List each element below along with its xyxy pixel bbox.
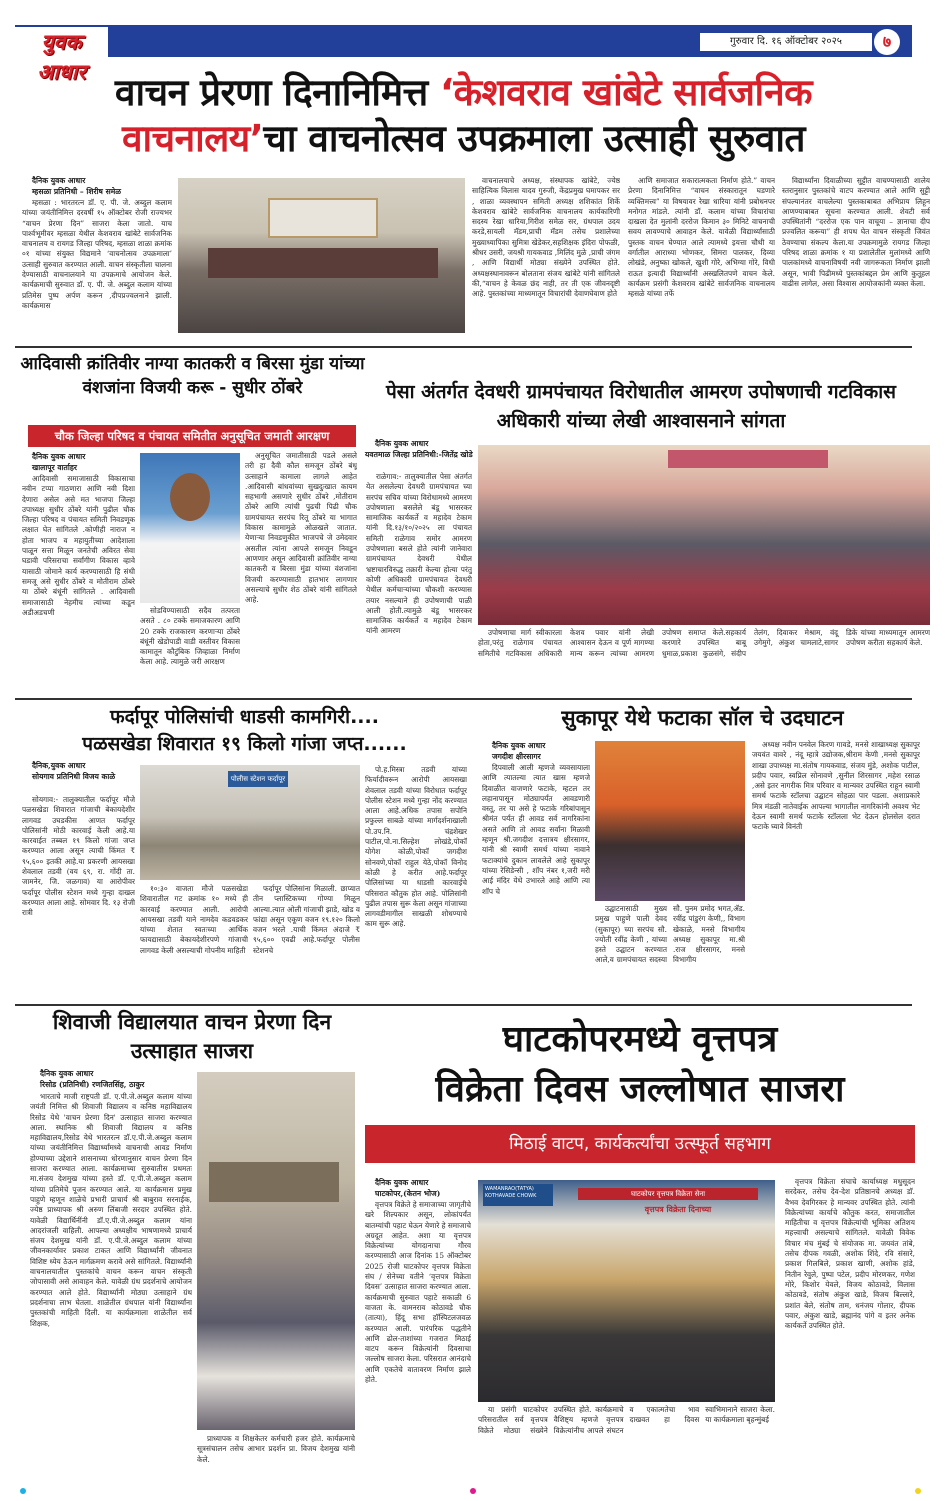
- photo-portraits: [209, 1162, 339, 1202]
- ghatkopar-col-2: या प्रसंगी घाटकोपर परिसरातील सर्व वृत्तपत्र विक्रेते मोठ्या संख्येने उपस्थित होते. कार्यक्रमाचे वैशिष्ट्य म्हणजे वृत्तपत्र विक्रेत्यांनीच आपले संघटन व एकात्मतेचा भाव दाखवत हा दिवस स्वाभिमानाने साजरा केला. या कार्यक्रमाला बृहन्मुंबई: [478, 1405, 775, 1435]
- byline-paper: दैनिक युवक आधार: [492, 741, 546, 750]
- photo-banner-subtitle: वृत्तपत्र विक्रेता दिनाच्या: [644, 1205, 712, 1214]
- photo-banner-title: घाटकोपर वृत्तपत्र विक्रेता सेना: [578, 1188, 758, 1200]
- section-divider: [15, 1004, 912, 1006]
- fardapur-col-3: फर्दापूर पोलिसांना मिळाली. छाप्यात तीन प्लास्टिकच्या गोण्या मिळून आल्या.त्यात ओली गांजाची झाडे, खोड व फांद्या असून एकूण वजन १९.१२० किलो वजन भरले .याची किंमत अंदाजे ₹ ९५,६०० एवढी आहे.फर्दापूर पोलीस स्टेशनचे: [253, 884, 360, 955]
- shivaji-col-2: प्राध्यापक व शिक्षकेतर कर्मचारी हजर होते. कार्यक्रमाचे सूत्रसंचालन तसेच आभार प्रदर्शन प्रा. विजय देशमुख यांनी केले.: [197, 1434, 355, 1464]
- pesa-col-2: उपोषणाचा मार्ग स्वीकारला होता,परंतु राळेगाव पंचायत समितीचे गटविकास अधिकारी केशव पवार यांनी लेखी आश्वासन देऊन व पूर्ण मागण्या मान्य करून त्यांच्या आमरण उपोषण समाप्त केले.सहकार्य करणारे उपस्थित बाबू धुमाळ,प्रकाश कुळसंगे, संदीप तेलंग, दिवाकर मेश्राम, वंदू उगेमुगे, अंकुश चामलाटे,सागर डिके यांच्या माध्यमातून आमरण उपोषण करीता सहकार्य केले.: [478, 628, 930, 658]
- fardapur-photo-police-seizure: [140, 765, 360, 880]
- adivasi-subhead: चौक जिल्हा परिषद व पंचायत समितीत अनुसूचित जमाती आरक्षण: [28, 425, 356, 447]
- byline-reporter: सोयगाव प्रतिनिधी विजय काळे: [32, 772, 116, 781]
- byline-reporter: रिसोड (प्रतिनिधी) रणजितसिंह, ठाकुर: [40, 1080, 145, 1089]
- photo-table: [208, 248, 438, 278]
- pesa-photo-hunger-strike: [478, 445, 930, 625]
- adivasi-byline: [22, 451, 137, 473]
- lead-photo-library-event: [178, 178, 465, 333]
- shivaji-headline: शिवाजी विद्यालयात वाचन प्रेरणा दिन उत्साहात साजरा: [52, 1010, 332, 1063]
- byline-reporter: जगदीश क्षीरसागर: [492, 752, 541, 761]
- registration-mark-yellow: [915, 1488, 921, 1494]
- lead-col-4: विद्यार्थ्यांना दिवाळीच्या सुट्टीत वाचण्यासाठी शालेय स्तरानुसार पुस्तकांचे वाटप करण्यात आले आणि सुट्टी संपल्यानंतर वाचलेल्या पुस्तकाबाबत अभिप्राय लिहून आणण्याबाबत सूचना करण्यात आली. शेवटी सर्व उपस्थितांनी “दररोज एक पान वाचूया – ज्ञानाचा दीप प्रज्वलित करूया” ही शपथ घेत वाचन संस्कृती जिवंत ठेवण्याचा संकल्प केला.या उपक्रमामुळे रायगड जिल्हा परिषद शाळा क्रमांक १ या प्रशालेतील मुलांमध्ये आणि पालकांमध्ये वाचनाविषयी नवी जागरूकता निर्माण झाली असून, भावी पिढीमध्ये पुस्तकांबद्दल प्रेम आणि कुतूहल वाढीस लागेल, असा विश्वास आयोजकांनी व्यक्त केला.: [782, 176, 930, 288]
- adivasi-photo-sudhir-thombre: [140, 453, 240, 603]
- newspaper-logo: युवक आधार: [15, 27, 108, 57]
- ghatkopar-subhead: मिठाई वाटप, कार्यकर्त्यांचा उत्स्फूर्त सहभाग: [365, 1125, 915, 1163]
- fardapur-headline: फर्दापूर पोलिसांची धाडसी कामगिरी.... पळसखेडा शिवारात १९ किलो गांजा जप्त......: [82, 706, 407, 755]
- portrait-face: [170, 473, 210, 521]
- chowk-sign: WAMANRAO(TATYA) KOTHAVADE CHOWK: [483, 1184, 553, 1206]
- sukapur-headline: सुकापूर येथे फटाका सॉल चे उदघाटन: [561, 706, 844, 730]
- byline-reporter: म्हसळा प्रतिनिधी – शिरीष समेळ: [32, 187, 122, 196]
- ghatkopar-col-1: वृत्तपत्र विक्रेते हे समाजाच्या जागृतीचे खरे शिल्पकार असून, लोकांपर्यंत बातम्यांची पहाट घेऊन येणारे हे समाजाचे अग्रदूत आहेत. अशा या वृत्तपत्र विक्रेत्यांच्या योगदानाचा गौरव करण्यासाठी आज दिनांक 15 ऑक्टोबर 2025 रोजी घाटकोपर वृत्तपत्र विक्रेता संघ / सेनेच्या वतीने ‘वृत्तपत्र विक्रेता दिवस’ उत्साहात साजरा करण्यात आला. कार्यक्रमाची सुरुवात पहाटे सकाळी 6 वाजता के. वामनराव कोठावडे चौक (तात्या), हिंदू सभा हॉस्पिटलजवळ करण्यात आली. पारंपरिक पद्धतीने आणि ढोल-ताशांच्या गजरात मिठाई वाटप करून विक्रेत्यांनी दिवसाचा जल्लोष साजरा केला. परिसरात आनंदाचे आणि एकतेचे वातावरण निर्माण झाले होते.: [365, 1200, 471, 1385]
- lead-col-1: म्हसळा : भारतरत्न डॉ. ए. पी. जे. अब्दुल कलाम यांच्या जयंतीनिमित्त दरवर्षी १५ ऑक्टोबर रोजी राज्यभर “वाचन प्रेरणा दिन” साजरा केला जातो. याच पार्श्वभूमीवर म्हसळा येथील केशवराव खांबेटे सार्वजनिक वाचनालय व रायगड जिल्हा परिषद, म्हसळा शाळा क्रमांक ०१ यांच्या संयुक्त विद्यमाने ‘वाचनोत्सव उपक्रमाला’ उत्साही सुरुवात करण्यात आली. वाचन संस्कृतीला चालना देण्यासाठी वाचनालयाने या उपक्रमाचे आयोजन केले. कार्यक्रमाची सुरुवात डॉ. ए. पी. जे. अब्दुल कलाम यांच्या प्रतिमेस पुष्प अर्पण करून ,दीपप्रज्वलनाने झाली. कार्यक्रमास: [22, 198, 172, 310]
- byline-reporter: खालापूर वार्ताहर: [32, 463, 77, 472]
- registration-mark-cyan: [20, 1488, 26, 1494]
- lead-byline: [22, 175, 172, 197]
- pesa-byline: [365, 438, 473, 460]
- fardapur-col-1: सोयगाव:- तालुक्यातील फर्दापूर मौजे पळसखेडा शिवारात गांजाची बेकायदेशीर लागवड उघडकीस आणत फर्दापूर पोलिसांनी मोठी कारवाई केली आहे.या कारवाईत तब्बल १९ किलो गांजा जप्त करण्यात आला असून त्याची किंमत ₹ ९५,६०० इतकी आहे.या प्रकरणी आयसखा शेवलाल तडवी (वय ६९, रा. गोंदी ता. जामनेर, जि. जळगाव) या आरोपीवर फर्दापूर पोलीस स्टेशन मध्ये गुन्हा दाखल करण्यात आला आहे. सोमवार दि. १३ रोजी रात्री: [22, 795, 135, 918]
- adivasi-col-1: आदिवासी समाजासाठी विकासाचा नवीन टप्पा गाठणारा आणि नवी दिशा देणारा असेल असे मत भाजपा जिल्हा उपाध्यक्ष सुधीर ठोंबरे यांनी पुढील चौक जिल्हा परिषद व पंचायत समिती निवडणूक लक्षात घेत सांगितले .कोणीही नाराज न होता भाजप व महायुतीच्या आदेशाला पाळून सत्ता मिळून जनतेची अविरत सेवा घडावी परिसराचा सर्वांगीण विकास व्हावे यासाठी जोमाने कार्य करण्यासाठी हि संधी समजू असे सुधीर ठोंबरे व मोतीराम ठोंबरे या ठोंबरे बंधूंनी सांगितले . आदिवासी समाजासाठी नेहमीच त्यांच्या कडून अडीअडचणी: [22, 474, 135, 617]
- sukapur-byline: [482, 740, 592, 762]
- sukapur-col-3: अध्यक्ष नवीन पनवेल किरण गावडे, मनसे शाखाध्यक्ष सुकापूर जयवंत वावरे , नंदू म्हात्रे उद्योजक,श्रीराम केणी ,मनसे सुकापूर शाखा उपाध्यक्ष मा.संतोष गायकवाड, संजय मुंडे, अशोक पाटील, प्रदीप पवार, स्वप्निल सोनावणे ,सुनील शिरसागर ,महेश रसाळ ,असे इतर नागरीक मित्र परिवार व मान्यवर उपस्थित राहून स्वामी समर्थ फटाके स्टॉलचा उद्घाटन सोहळा पार पडला. अशाप्रकारे मित्र मंडळी नातेवाईक आपल्या भागातील नागरिकांनी अवश्य भेट देऊन स्वामी समर्थ फटाके स्टॉलला भेट देऊन होलसेल दरात फटाके घ्यावे विनंती: [752, 740, 920, 832]
- byline-paper: दैनिक युवक आधार: [375, 439, 429, 448]
- fardapur-byline: [22, 760, 137, 782]
- fardapur-col-2: १०:३० वाजता मौजे पळसखेडा शिवारातील गट क्रमांक १० मध्ये ही कारवाई करण्यात आली. आरोपी आयसखा तडवी याने नामदेव कडवडकर यांच्या शेतात स्वतःच्या आर्थिक फायद्यासाठी बेकायदेशीरपणे गांजाची लागवड केली असल्याची गोपनीय माहिती: [140, 884, 248, 955]
- police-station-sign: पोलीस स्टेशन फर्दापूर: [228, 771, 288, 787]
- section-divider: [15, 346, 912, 348]
- section-divider: [15, 698, 912, 700]
- ghatkopar-headline: घाटकोपरमध्ये वृत्तपत्र विक्रेता दिवस जल्लोषात साजरा: [435, 1019, 845, 1110]
- registration-mark-magenta: [470, 1488, 476, 1494]
- sukapur-photo-inauguration: [595, 741, 745, 901]
- shivaji-photo-book-exhibition: [197, 1072, 355, 1430]
- ghatkopar-col-3: वृत्तपत्र विक्रेता संघाचे कार्याध्यक्ष मधुसूदन सरदेकर, तसेच देव-देश प्रतिष्ठानचे अध्यक्ष डॉ. वैभव देवगिरकर हे मान्यवर उपस्थित होते. त्यांनी विक्रेत्यांच्या कार्याचे कौतुक करत, समाजातील माहितीचा व वृत्तपत्र विक्रेत्यांची भूमिका अतिशय महत्त्वाची असल्याचे सांगितले. यावेळी विवेक विचार मंच मुंबई चे संयोजक मा. जयवंत तांबे, तसेच दीपक गवळी, अशोक शिंदे, रवि संसारे, प्रकाश गिलबिले, प्रकाश खाणी, अशोक हांडे, नितीन रेवुले, पुष्पा पटेल, प्रदीप मोरणकर, गणेश मोरे, किशोर येवले, विजय कोठावडे, विलास कोठावडे, संतोष अंकुश खाडे, विजय बिल्लारे, प्रशांत बेले, संतोष ताम, धनंजय गोलार, दीपक पवार, अंकुश खाडे, ब्रह्मानंद पांगे व इतर अनेक कार्यकर्ते उपस्थित होते.: [785, 1177, 915, 1331]
- pesa-col-1: राळेगाव:- तालुक्यातील पेसा अंतर्गत येत असलेल्या देवधरी ग्रामपंचायत च्या सरपंच सचिव यांच्या विरोधामध्ये आमरण उपोषणाला बसलेले बंडू भासरकर सामाजिक कार्यकर्ते व महादेव टेकाम यांनी दि.१३/१०/२०२५ ला पंचायत समिती राळेगाव समोर आमरण उपोषणाला बसले होते त्यांनी जानेवारा ग्रामपंचायत देवधरी येथील भ्रष्टाचारविरुद्ध तक्रारी केल्या होत्या परंतु कोणी अधिकारी ग्रामपंचायत देवधरी येथील कर्मचाऱ्यांच्या चौकशी करण्यास तयार नसल्याने ही उपोषणाची पाळी आली होती.त्यामुळे बंडू भासरकर सामाजिक कार्यकर्ते व महादेव टेकाम यांनी आमरण: [366, 472, 472, 636]
- lead-headline: वाचन प्रेरणा दिनानिमित्त ‘केशवराव खांबेटे सार्वजनिक वाचनालय’चा वाचनोत्सव उपक्रमाला उत्साही सुरुवात: [114, 71, 813, 160]
- byline-paper: दैनिक युवक आधार: [375, 1178, 429, 1187]
- byline-reporter: घाटकोपर,(केतन भोज): [375, 1189, 441, 1198]
- lead-col-3: आणि समाजात सकारात्मकता निर्माण होते.” वाचन प्रेरणा दिनानिमित्त “वाचन संस्कारातून घडणारे व्यक्तिमत्त्व” या विषयावर रेखा धारिया यांनी प्रबोधनपर मनोगत मांडले. त्यांनी डॉ. कलाम यांच्या विचारांचा दाखला देत मुलांनी दररोज किमान ३० मिनिटे वाचनाची सवय लावण्याचे आवाहन केले. यावेळी विद्यार्थ्यांसाठी पुस्तक वाचन घेण्यात आले त्यामध्ये इयत्ता चौथी या वर्गातील आराध्या भोणकर, सिमरा पालकर, दिव्या लोखंडे, अनुष्का खोकले, खुशी गोरे, अभिग्या गोरे, विधी राऊत इत्यादी विद्यार्थ्यांनी अस्खलितपणे वाचन केले. कार्यक्रम प्रसंगी केशवराव खांबेटे सार्वजनिक वाचनालय म्हसळे यांच्या तर्फे: [628, 176, 775, 299]
- sukapur-col-1: दिपवाली आली म्हणजे व्यवसायाला आणि त्यातल्या त्यात खास म्हणजे दिवाळीत वाजणारे फटाके, म्हटल तर लहानापासून मोठ्यापर्यंत आवडणारी वस्तू, तर या असे हे फटाके गरिबांपासून श्रीमंत पर्यंत ही आवड सर्व नागरिकांना असते आणि तो आवड सर्वांना मिळावी म्हणून श्री.जगदीश दत्तात्रय क्षीरसागर, यांनी श्री स्वामी समर्थ यांच्या नावाने फटाक्यांचे दुकान लावलेले आहे सुकापूर यांच्या रेसिडेन्सी , शॉप नंबर १,जरी मरी आई मंदिर येथे उभारले आहे आणि त्या शॉप चे: [482, 763, 590, 896]
- adivasi-col-2: सोडविण्यासाठी सदैव तत्परता असते . ८० टक्के समाजकारण आणि 20 टक्के राजकारण करणाऱ्या ठोंबरे बंधूंनी खेडोपाडी वाडी वस्तीवर विकास कामातून कौटुंबिक जिव्हाळा निर्माण केला आहे. त्यामुळे जरी आरक्षण: [140, 606, 240, 667]
- photo-banner: [268, 198, 378, 238]
- shivaji-col-1: भारताचे माजी राष्ट्रपती डॉ. ए.पी.जे.अब्दुल कलाम यांच्या जयंती निमित्त श्री शिवाजी विद्यालय व कनिष्ठ महाविद्यालय रिसोड येथे 'वाचन प्रेरणा दिन' उत्साहात साजरा करण्यात आला. स्थानिक श्री शिवाजी विद्यालय व कनिष्ठ महाविद्यालय,रिसोड येथे भारतरत्न डॉ.ए.पी.जे.अब्दुल कलाम यांच्या जयंतीनिमित्त विद्यार्थ्यांमध्ये वाचनाची आवड निर्माण होण्याच्या उद्देशाने शासनाच्या धोरणानुसार वाचन प्रेरणा दिन साजरा करण्यात आला. कार्यक्रमाच्या सुरुवातीस प्रथमतः मा.संजय देशमुख यांच्या हस्ते डॉ. ए.पी.जे.अब्दुल कलाम यांच्या प्रतिमेचे पूजन करण्यात आले. या कार्यक्रमास प्रमुख पाहुणे म्हणून शाळेचे प्रभारी प्राचार्य श्री बाबुराव सरनाईक, ज्येष्ठ प्राध्यापक श्री अरुण लिंबाजी सरदार उपस्थित होते. यावेळी विद्यार्थिनींनी डॉ.ए.पी.जे.अब्दुल कलाम यांना आदरांजली वाहिली. आपल्या अध्यक्षीय भाषणामध्ये प्राचार्य संजय देशमुख यांनी डॉ. ए.पी.जे.अब्दुल कलाम यांच्या जीवनकार्यावर प्रकाश टाकत आणि विद्यार्थ्यांनी जीवनात विशिष्ट ध्येय ठेऊन मार्गक्रमण करावे असे सांगितले. विद्यार्थ्यांनी वाचनालयातील पुस्तकांचे वाचन करून वाचन संस्कृती जोपासावी असे आवाहन केले. यावेळी ग्रंथ प्रदर्शनाचे आयोजन करण्यात आले होते. विद्यार्थ्यांनी मोठ्या उत्साहाने ग्रंथ प्रदर्शनाचा लाभ घेतला. शाळेतील ग्रंथपाल यांनी विद्यार्थ्यांना पुस्तकांची माहिती दिली. या कार्यक्रमाला शाळेतील सर्व शिक्षक,: [30, 1092, 192, 1328]
- adivasi-col-3: अनुसूचित जमातीसाठी पडले असले तरी हा दैवी कौल समजून ठोंबरे बंधू उत्साहाने कामाला लागले आहेत .आदिवासी बांधवांच्या सुखदुःखात कायम सहभागी असणारे सुधीर ठोंबरे ,मोतीराम ठोंबरे आणि त्यांची पुढची पिढी चौक ग्रामपंचायत सरपंच रितू ठोंबरे या भागात विकास कामामुळे ओळखले जातात. येणाऱ्या निवडणुकीत भाजपचे जे उमेदवार असतील त्यांना आपले समजून निवडून आणणार असून आदिवासी क्रांतिवीर नाग्या कातकरी व बिरसा मुंडा यांच्या वंशजांना विजयी करण्यासाठी हातभार लागणार असल्याचे सुधीर शेठ ठोंबरे यांनी सांगितले आहे.: [245, 451, 357, 605]
- byline-reporter: यवतमाळ जिल्हा प्रतिनिधी:-जितेंद्र खोडे: [365, 450, 473, 459]
- lead-col-2: वाचनालयाचे अध्यक्ष, संस्थापक खांबेटे, ज्येष्ठ साहित्यिक विलास यादव गुरुजी, केंद्रप्रमुख घमापकर सर , शाळा व्यवस्थापन समिती अध्यक्ष शशिकांत शिर्के केशवराव खांबेटे सार्वजनिक वाचनालय कार्यकारिणी सदस्य रेखा धारिया,गिरीश समेळ सर, ग्रंथपाल उदय करडे,सायली मॅडम,प्राची मॅडम तसेच प्रशालेच्या मुख्याध्यापिका सुमित्रा खेडेकर,सहशिक्षक इंदिरा पोफळी, श्रीधर उसरी, जयश्री गायकवाड ,मिलिंद मुळे ,प्राची जंगम , आणि विद्यार्थी मोठ्या संख्येने उपस्थित होते. अध्यक्षस्थानावरून बोलताना संजय खांबेटे यांनी सांगितले की,“वाचन हे केवळ छंद नाही, तर ती एक जीवनदृष्टी आहे. पुस्तकांच्या माध्यमातून विचारांची देवाणघेवाण होते: [472, 176, 620, 299]
- photo-banner: [668, 450, 828, 468]
- sukapur-col-2: उद्घाटनासाठी मुख्य प्रमुख पाहुणे पाली देवद (सुकापूर) च्या सरपंच सौ. ज्योती रवींद्र केणी , यांच्या हस्ते उद्घाटन करण्यात आले,व ग्रामपंचायत सदस्या सौ. पुनम प्रमोद भगत,ॲड. रवींद्र पांडुरंग केणी,, विभाग खेकाळे, मनसे विभागीय अध्यक्ष सुकापूर मा.श्री .राज क्षीरसागर, मनसे विभागीय: [595, 904, 745, 965]
- byline-paper: दैनिक युवक आधार: [40, 1069, 94, 1078]
- issue-date: गुरुवार दि. १६ ऑक्टोबर २०२५: [700, 33, 872, 51]
- adivasi-headline: आदिवासी क्रांतिवीर नाग्या कातकरी व बिरसा मुंडा यांच्या वंशजांना विजयी करू - सुधीर ठोंबरे: [20, 354, 365, 398]
- byline-paper: दैनिक युवक आधार: [32, 452, 86, 461]
- shivaji-byline: [30, 1068, 195, 1090]
- page-number: ७: [874, 29, 900, 55]
- fardapur-col-4: पो.ह.मिस्त्रा तडवी यांच्या फिर्यादीवरून आरोपी आयसखा शेवलाल तडवी यांच्या विरोधात फर्दापूर पोलीस स्टेशन मध्ये गुन्हा नोंद करण्यात आला आहे.अधिक तपास सपोनि प्रफुल्ल साबळे यांच्या मार्गदर्शनाखाली पो.उप.नि. चंद्रशेखर पाटील,पो.ना.सिल्हेश लोखंडे,पोकॉ योगेश कोळी,पोकॉ जगदीश सोनवणे,पोकॉ राहुल येठे,पोकॉ विनोद कोळी हे करीत आहे.फर्दापूर पोलिसांच्या या धाडसी कारवाईचे परिसरात कौतुक होत आहे. पोलिसांनी पुढील तपास सुरू केला असून गांजाच्या लागवडीमागील साखळी शोधण्याचे काम सुरू आहे.: [365, 765, 467, 929]
- byline-paper: दैनिक,युवक आधार: [32, 761, 86, 770]
- pesa-headline: पेसा अंतर्गत देवधरी ग्रामपंचायत विरोधातील आमरण उपोषणाची गटविकास अधिकारी यांच्या लेखी आश्वासनाने सांगता: [386, 381, 896, 432]
- ghatkopar-byline: [365, 1177, 473, 1199]
- ghatkopar-photo-celebration: [478, 1180, 775, 1402]
- byline-paper: दैनिक युवक आधार: [32, 176, 86, 185]
